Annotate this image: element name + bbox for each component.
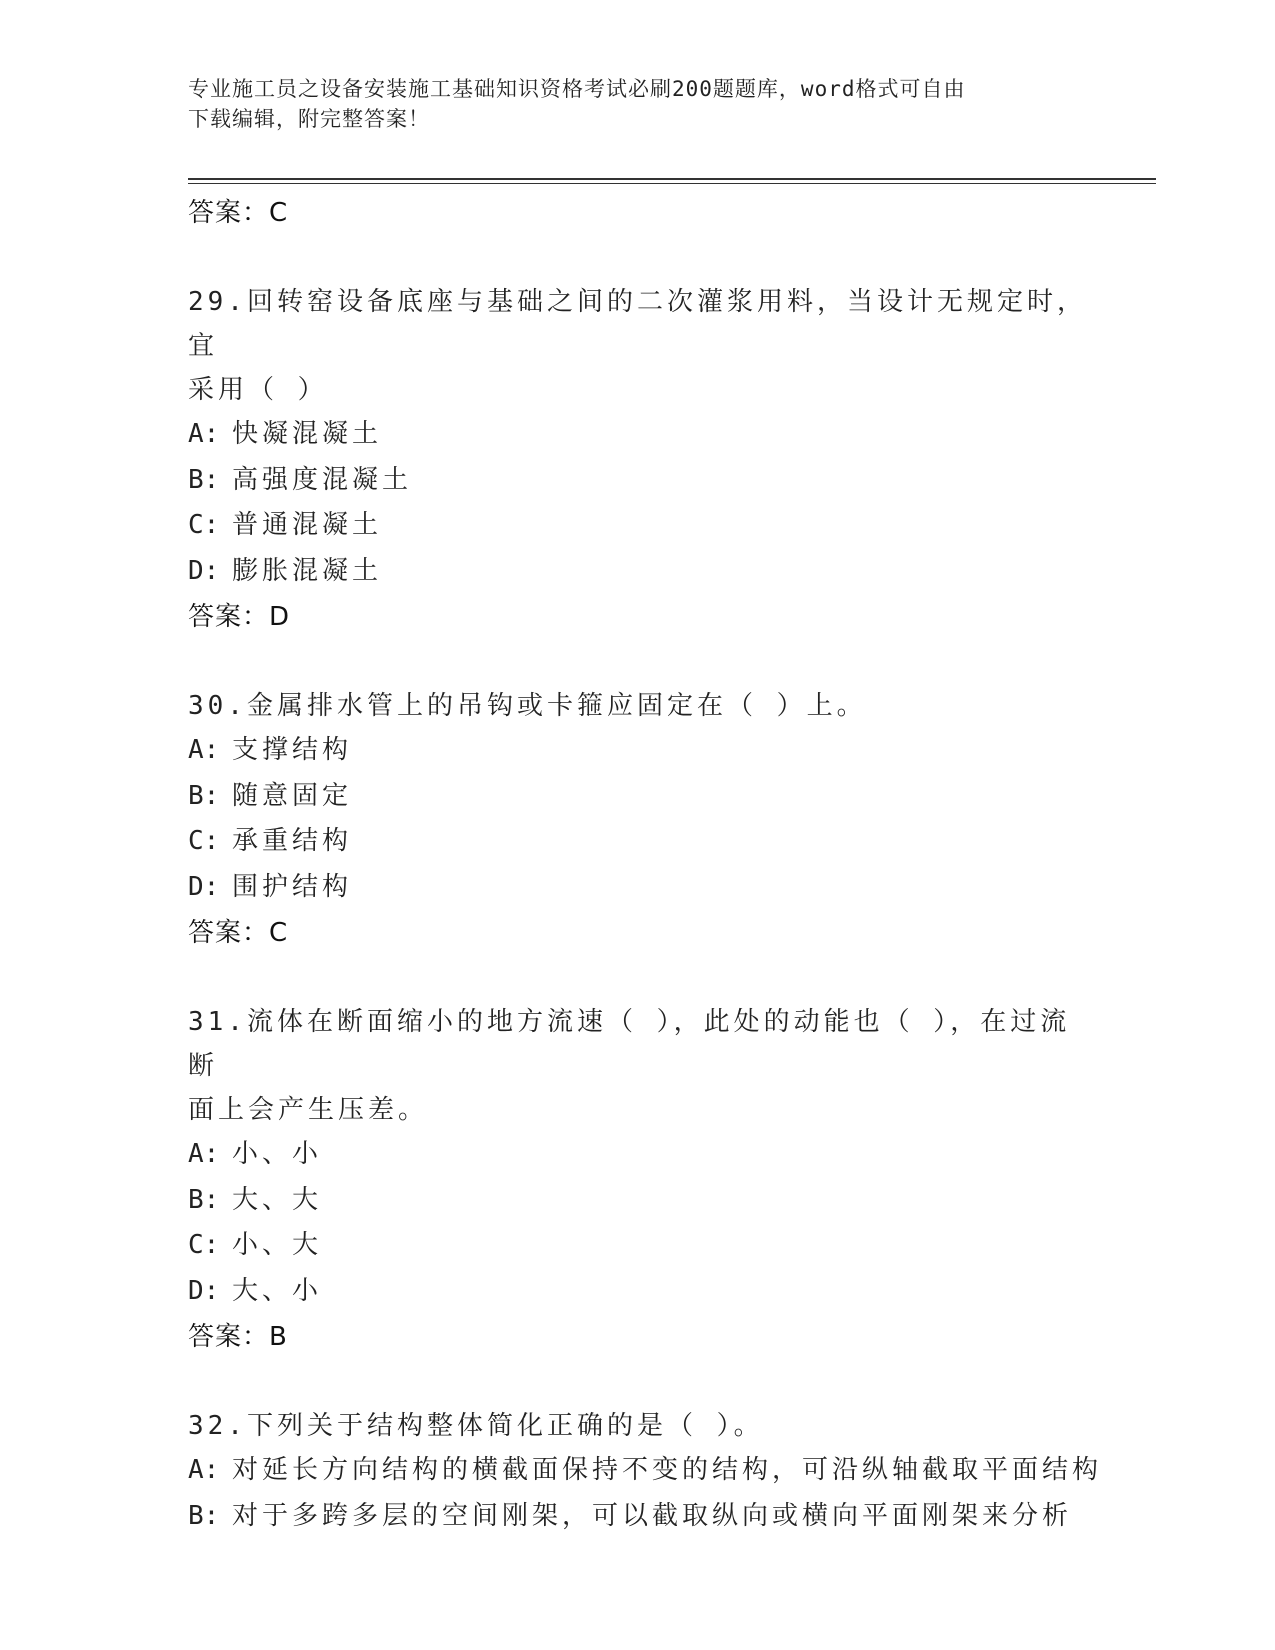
question-30-text (188, 684, 1088, 728)
question-31-text (188, 1000, 1088, 1132)
spacer (188, 956, 1088, 1000)
question-31-line-1: 31.流体在断面缩小的地方流速（ ），此处的动能也（ ），在过流断 (188, 1007, 1071, 1081)
spacer (188, 640, 1088, 684)
answer-28: 答案：C (188, 198, 289, 228)
question-29-option-c (188, 503, 1088, 549)
question-29-option-b (188, 458, 1088, 504)
question-list (188, 190, 1103, 1539)
spacer (188, 1360, 1088, 1404)
question-29-option-d (188, 549, 1088, 595)
option-key: C: (188, 826, 220, 856)
question-32-option-a (188, 1448, 1103, 1494)
question-31-option-a (188, 1132, 1088, 1178)
option-text: 大、大 (232, 1184, 323, 1215)
option-key: D: (188, 1275, 220, 1306)
answer-31: 答案：B (188, 1322, 288, 1352)
option-key: C: (188, 510, 220, 540)
header-title-line-2: 下载编辑，附完整答案！ (188, 107, 430, 131)
question-30-option-d (188, 865, 1088, 911)
question-32-option-b (188, 1494, 1088, 1540)
question-30-line-1: 30.金属排水管上的吊钩或卡箍应固定在（ ）上。 (188, 691, 867, 721)
option-key: D: (188, 555, 220, 586)
option-key: B: (188, 1500, 220, 1531)
question-31-option-c (188, 1223, 1088, 1269)
option-text: 快凝混凝土 (232, 419, 383, 449)
option-key: A: (188, 419, 220, 449)
option-key: A: (188, 735, 220, 765)
option-text: 大、小 (232, 1275, 323, 1306)
option-text: 对延长方向结构的横截面保持不变的结构，可沿纵轴截取平面结构 (232, 1455, 1103, 1485)
answer-30: 答案：C (188, 918, 289, 948)
option-text: 承重结构 (232, 826, 353, 856)
option-text: 高强度混凝土 (232, 464, 413, 495)
header-title-line-1: 专业施工员之设备安装施工基础知识资格考试必刷200题题库，word格式可自由 (188, 77, 966, 101)
spacer (188, 236, 1088, 280)
question-block-29 (188, 280, 1088, 640)
question-29-line-2: 采用（ ） (188, 375, 328, 405)
question-32-text (188, 1404, 1088, 1448)
option-text: 普通混凝土 (232, 510, 383, 540)
question-29-text (188, 280, 1088, 412)
header-divider-thin (188, 183, 1156, 184)
option-key: C: (188, 1230, 220, 1260)
option-text: 小、大 (232, 1230, 323, 1260)
question-31-option-d (188, 1269, 1088, 1315)
header-divider (188, 178, 1156, 180)
question-31-option-b (188, 1178, 1088, 1224)
question-block-31 (188, 1000, 1088, 1360)
question-block-30 (188, 684, 1088, 956)
question-30-option-a (188, 728, 1088, 774)
option-key: A: (188, 1139, 220, 1169)
question-29-line-1: 29.回转窑设备底座与基础之间的二次灌浆用料，当设计无规定时，宜 (188, 287, 1087, 361)
option-key: B: (188, 464, 220, 495)
answer-29: 答案：D (188, 602, 291, 632)
option-key: A: (188, 1455, 220, 1485)
question-29-option-a (188, 412, 1088, 458)
question-30-option-b (188, 774, 1088, 820)
page-header (188, 74, 1088, 134)
option-text: 随意固定 (232, 780, 353, 811)
option-key: B: (188, 780, 220, 811)
option-text: 对于多跨多层的空间刚架，可以截取纵向或横向平面刚架来分析 (232, 1500, 1073, 1531)
question-block-32 (188, 1404, 1103, 1539)
option-text: 支撑结构 (232, 735, 353, 765)
option-key: B: (188, 1184, 220, 1215)
question-32-line-1: 32.下列关于结构整体简化正确的是（ ）。 (188, 1411, 764, 1441)
option-text: 膨胀混凝土 (232, 555, 383, 586)
question-31-line-2: 面上会产生压差。 (188, 1095, 429, 1125)
option-text: 围护结构 (232, 871, 353, 902)
option-text: 小、小 (232, 1139, 323, 1169)
option-key: D: (188, 871, 220, 902)
question-30-option-c (188, 819, 1088, 865)
